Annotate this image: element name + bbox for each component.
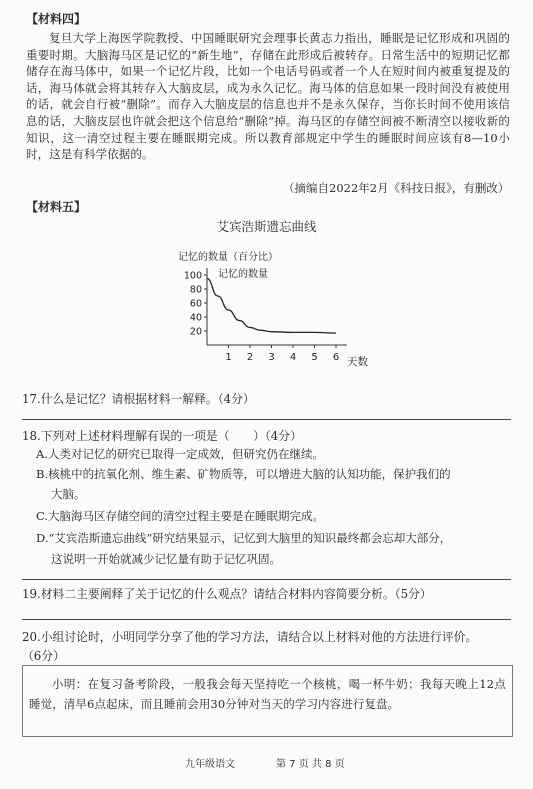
quote-box <box>22 665 513 737</box>
option-d: D.“艾宾浩斯遗忘曲线”研究结果显示，记忆到大脑里的知识最终都会忘却大部分， <box>36 531 452 545</box>
question-19: 19.材料二主要阐释了关于记忆的什么观点？请结合材料内容简要分析。（5分） <box>22 587 432 601</box>
material5-header: 【材料五】 <box>26 200 87 214</box>
y-tick-label: 20 <box>189 326 202 338</box>
material4-paragraph: 复旦大学上海医学院教授、中国睡眠研究会理事长黄志力指出，睡眠是记忆形成和巩固的重要时期。大脑海马区是记忆的“新生地”，存储在此形成后被转存。日常生活中的短期记忆都储存在海马体中，如果一个记忆片段，比如一个电话号码或者一个人在短时间内被重复提及的话，海马体就会将其转存入大脑皮层，成为永久记忆。海马体的信息如果一段时间没有被使用的话，就会自行被“删除”。而存入大脑皮层的信息也并不是永久保存，当你长时间不使用该信息的话，大脑皮层也许就会把这个信息给“删除”掉。海马区的存储空间被不断清空以接收新的知识，这一清空过程主要在睡眠期完成。所以教育部规定中学生的睡眠时间应该有8—10小时，这是有科学依据的。 <box>26 31 510 162</box>
answer-line <box>22 579 511 580</box>
y-tick-label: 40 <box>189 312 202 324</box>
question-18: 18.下列对上述材料理解有误的一项是（ ）（4分） <box>22 429 302 443</box>
x-tick-label: 4 <box>289 352 297 363</box>
forgetting-curve-chart <box>0 240 533 375</box>
forgetting-curve-line <box>207 279 336 334</box>
series-label: 记忆的数量 <box>218 269 268 280</box>
y-tick-label: 80 <box>189 284 202 296</box>
x-axis-label: 天数 <box>347 356 368 368</box>
x-tick-label: 1 <box>225 352 232 363</box>
question-20-score: （6分） <box>22 649 65 663</box>
y-tick-label: 100 <box>183 270 202 282</box>
material4-source: （摘编自2022年2月《科技日报》，有删改） <box>283 181 510 195</box>
x-tick-label: 3 <box>268 352 275 363</box>
option-d-cont: 这说明一开始就减少记忆量有助于记忆巩固。 <box>51 552 281 566</box>
answer-line <box>22 619 511 620</box>
x-tick-label: 5 <box>311 352 318 363</box>
question-17: 17.什么是记忆？请根据材料一解释。（4分） <box>22 392 255 406</box>
answer-line <box>22 419 511 420</box>
option-b-cont: 大脑。 <box>51 487 86 501</box>
option-b: B.核桃中的抗氧化剂、维生素、矿物质等，可以增进大脑的认知功能，保护我们的 <box>36 467 451 481</box>
footer-page: 第 7 页 共 8 页 <box>276 759 345 770</box>
y-axis-label: 记忆的数量（百分比） <box>178 252 278 263</box>
material4-header: 【材料四】 <box>26 12 87 26</box>
x-tick-label: 6 <box>332 352 340 363</box>
option-c: C.大脑海马区存储空间的清空过程主要是在睡眠期完成。 <box>36 509 325 523</box>
question-20: 20.小组讨论时，小明同学分享了他的学习方法，请结合以上材料对他的方法进行评价。 <box>22 630 478 644</box>
chart-title: 艾宾浩斯遗忘曲线 <box>216 219 317 234</box>
footer-subject: 九年级语文 <box>185 759 235 770</box>
option-a: A.人类对记忆的研究已取得一定成效，但研究仍在继续。 <box>36 447 324 461</box>
quote-text: 小明：在复习备考阶段，一般我会每天坚持吃一个核桃，喝一杯牛奶；我每天晚上12点睡觉，清早6点起床，而且睡前会用30分钟对当天的学习内容进行复盘。 <box>29 677 506 711</box>
x-tick-label: 2 <box>246 352 254 363</box>
y-tick-label: 60 <box>189 298 202 310</box>
